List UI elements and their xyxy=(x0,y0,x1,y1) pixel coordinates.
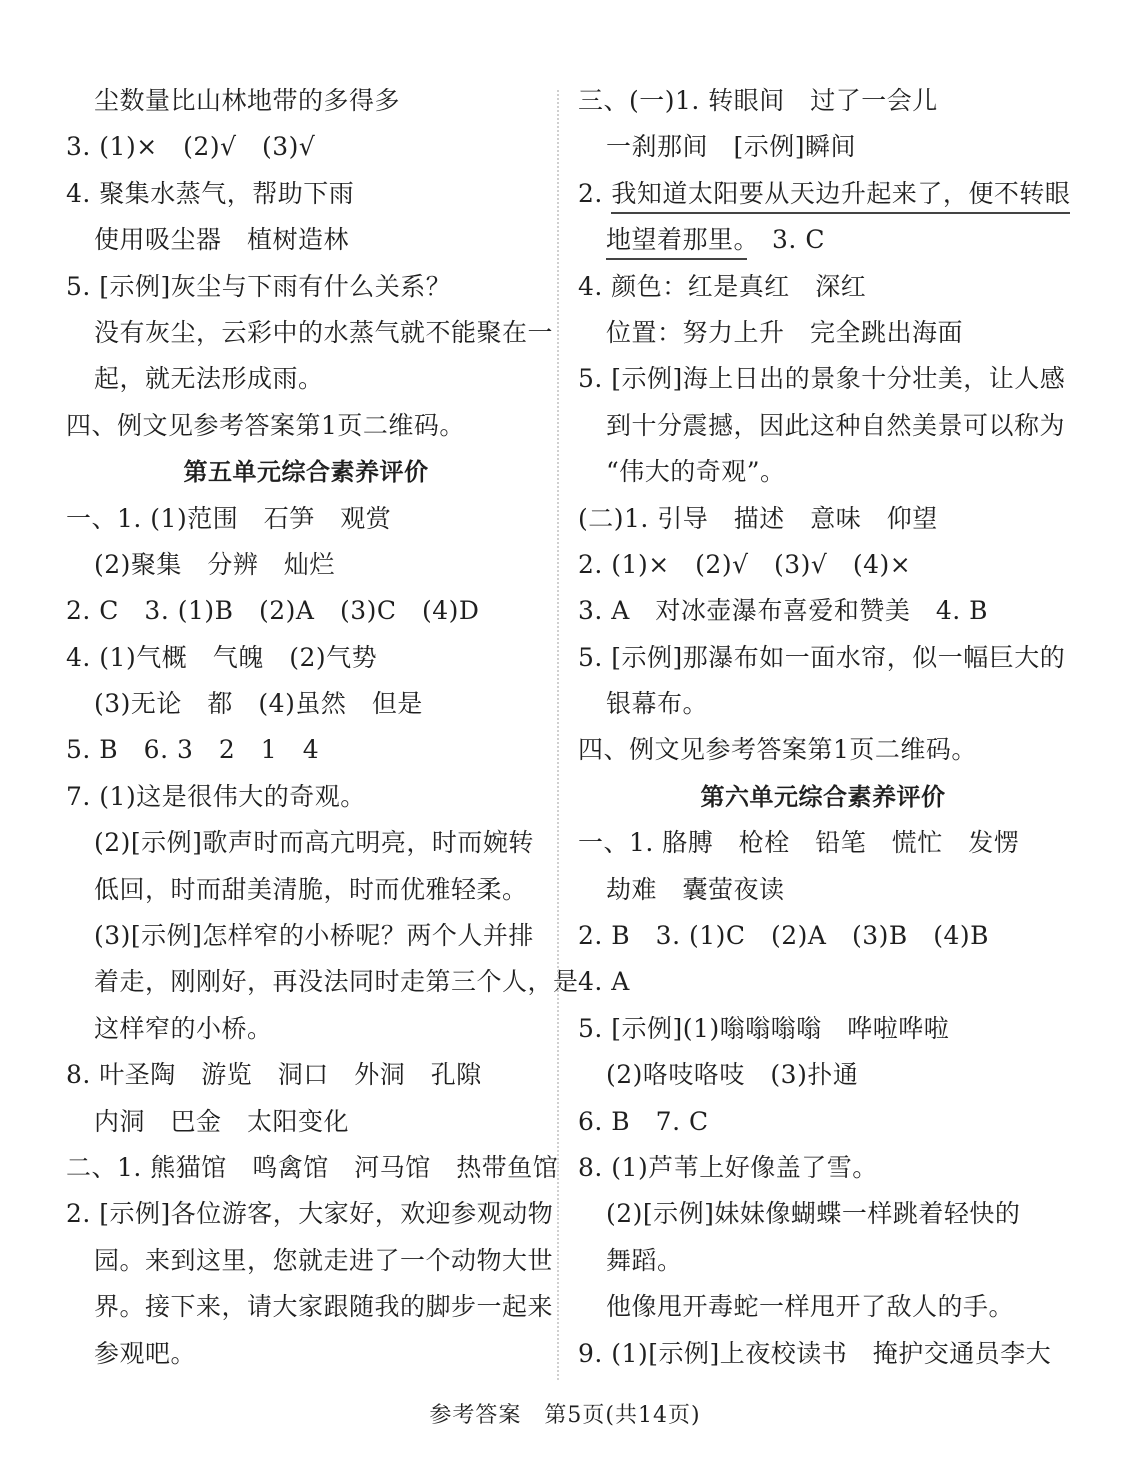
answer-line: 2. C 3. (1)B (2)A (3)C (4)D xyxy=(66,596,480,626)
answer-line: 5. [示例]灰尘与下雨有什么关系？ xyxy=(66,271,452,301)
text-line: 尘数量比山林地带的多得多 xyxy=(94,86,401,115)
answer-line: 3. (1)× (2)√ (3)√ xyxy=(66,132,316,162)
answer-line: 一、1. (1)范围 石笋 观赏 xyxy=(66,503,392,533)
answer-line: 4. 聚集水蒸气，帮助下雨 xyxy=(66,178,355,208)
answer-line: 9. (1)[示例]上夜校读书 掩护交通员李大 xyxy=(578,1338,1052,1368)
text-line: 起，就无法形成雨。 xyxy=(94,364,324,394)
text-line: (2)[示例]歌声时而高亢明亮，时而婉转 xyxy=(94,828,534,858)
answer-line: 5. B 6. 3 2 1 4 xyxy=(66,735,320,765)
answer-line: 5. [示例]那瀑布如一面水帘，似一幅巨大的 xyxy=(578,642,1066,672)
text-line: 界。接下来，请大家跟随我的脚步一起来 xyxy=(94,1292,554,1322)
answer-line: 2. (1)× (2)√ (3)√ (4)× xyxy=(578,549,912,579)
text-line: 他像甩开毒蛇一样甩开了敌人的手。 xyxy=(606,1292,1015,1322)
text-line: 使用吸尘器 植树造林 xyxy=(94,225,350,255)
answer-line: 6. B 7. C xyxy=(578,1106,709,1136)
section-heading: 第五单元综合素养评价 xyxy=(183,458,429,487)
left-column xyxy=(66,78,579,1377)
text-line: 内洞 巴金 太阳变化 xyxy=(94,1106,350,1136)
answer-text: 3. C xyxy=(746,225,825,255)
text-line: 参观吧。 xyxy=(94,1338,197,1368)
answer-line: 四、例文见参考答案第1页二维码。 xyxy=(66,410,465,440)
answer-line: 5. [示例](1)嗡嗡嗡嗡 哗啦哗啦 xyxy=(578,1013,950,1043)
answer-line: 4. 颜色：红是真红 深红 xyxy=(578,271,867,301)
text-line: 银幕布。 xyxy=(606,689,709,719)
answer-line: 4. A xyxy=(578,967,630,997)
answer-line: 四、例文见参考答案第1页二维码。 xyxy=(578,735,977,765)
answer-line: 5. [示例]海上日出的景象十分壮美，让人感 xyxy=(578,364,1066,394)
column-divider xyxy=(557,90,559,1380)
answer-line: 三、(一)1. 转眼间 过了一会儿 xyxy=(578,86,938,115)
text-line xyxy=(578,217,1068,263)
text-line: “伟大的奇观”。 xyxy=(606,457,786,487)
right-column xyxy=(578,78,1071,1377)
page-footer: 参考答案 第5页(共14页) xyxy=(429,1403,701,1428)
text-line: (3)无论 都 (4)虽然 但是 xyxy=(94,689,423,719)
answer-line: 2. B 3. (1)C (2)A (3)B (4)B xyxy=(578,921,990,951)
answer-line xyxy=(578,171,1071,217)
answer-line: 7. (1)这是很伟大的奇观。 xyxy=(66,781,366,811)
text-line: 一刹那间 [示例]瞬间 xyxy=(606,132,857,162)
text-line: 没有灰尘，云彩中的水蒸气就不能聚在一 xyxy=(94,317,554,347)
underlined-sentence: 地望着那里。 xyxy=(606,225,747,260)
text-line: (2)[示例]妹妹像蝴蝶一样跳着轻快的 xyxy=(606,1199,1021,1229)
text-line: (3)[示例]怎样窄的小桥呢？两个人并排 xyxy=(94,921,534,951)
section-heading: 第六单元综合素养评价 xyxy=(700,782,946,811)
text-line: 舞蹈。 xyxy=(606,1245,683,1275)
answer-line: 4. (1)气概 气魄 (2)气势 xyxy=(66,642,378,672)
text-line: 这样窄的小桥。 xyxy=(94,1013,273,1043)
text-line: 着走，刚刚好，再没法同时走第三个人，是 xyxy=(94,967,579,997)
underlined-sentence: 我知道太阳要从天边升起来了，便不转眼 xyxy=(611,179,1070,214)
answer-line: 3. A 对冰壶瀑布喜爱和赞美 4. B xyxy=(578,596,989,626)
answer-line: 二、1. 熊猫馆 鸣禽馆 河马馆 热带鱼馆 xyxy=(66,1152,559,1182)
answer-line: 8. (1)芦苇上好像盖了雪。 xyxy=(578,1152,878,1182)
text-line: 到十分震撼，因此这种自然美景可以称为 xyxy=(606,410,1066,440)
text-line: 园。来到这里，您就走进了一个动物大世 xyxy=(94,1245,554,1275)
answer-number: 2. xyxy=(578,178,612,208)
text-line: (2)咯吱咯吱 (3)扑通 xyxy=(606,1060,859,1090)
answer-line: (二)1. 引导 描述 意味 仰望 xyxy=(578,503,938,533)
text-line: 劫难 囊萤夜读 xyxy=(606,874,785,904)
text-line: 位置：努力上升 完全跳出海面 xyxy=(606,317,964,347)
answer-line: 一、1. 胳膊 枪栓 铅笔 慌忙 发愣 xyxy=(578,828,1020,858)
text-line: (2)聚集 分辨 灿烂 xyxy=(94,549,335,579)
answer-line: 2. [示例]各位游客，大家好，欢迎参观动物 xyxy=(66,1199,554,1229)
answer-line: 8. 叶圣陶 游览 洞口 外洞 孔隙 xyxy=(66,1060,482,1090)
text-line: 低回，时而甜美清脆，时而优雅轻柔。 xyxy=(94,874,528,904)
